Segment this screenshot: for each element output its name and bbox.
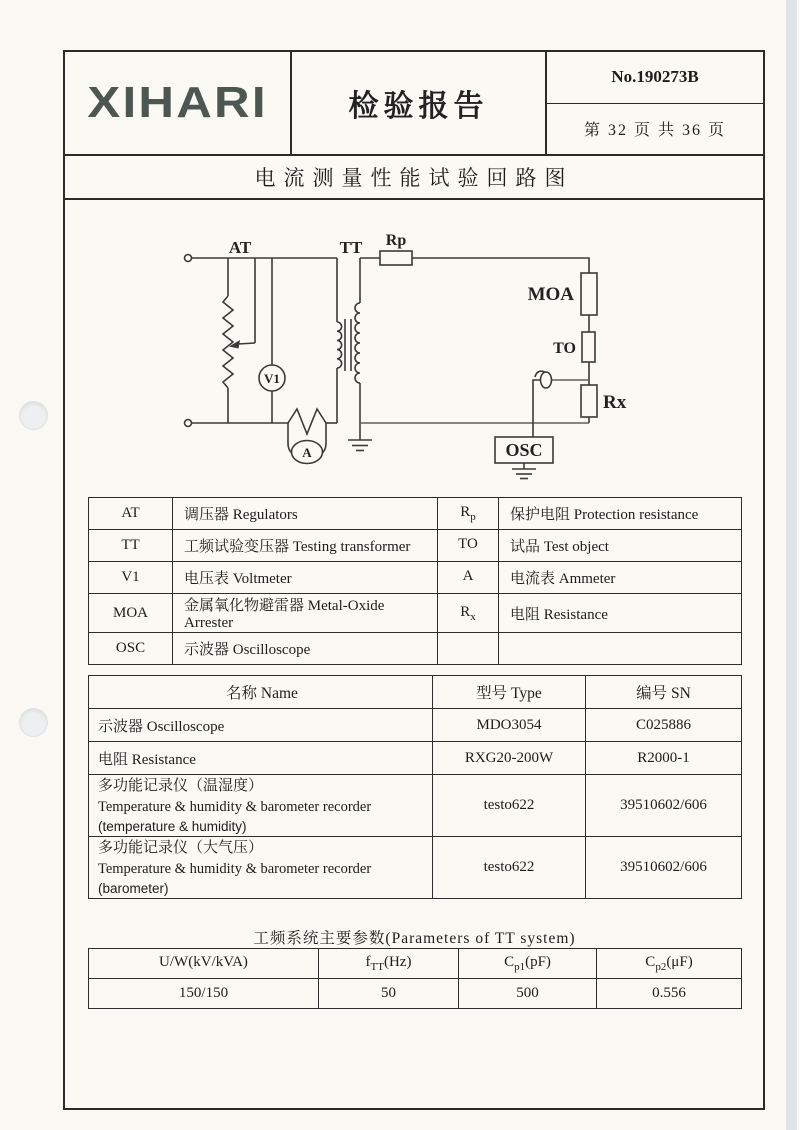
legend-row: OSC 示波器 Oscilloscope xyxy=(89,633,742,665)
params-title: 工频系统主要参数(Parameters of TT system) xyxy=(253,930,576,947)
v1-voltmeter xyxy=(259,258,285,423)
rp-label: Rp xyxy=(385,232,407,249)
param-value: 50 xyxy=(319,979,459,1009)
at-regulator xyxy=(223,258,255,423)
param-value: 150/150 xyxy=(89,979,319,1009)
param-value: 500 xyxy=(459,979,597,1009)
col-header-name: 名称 Name xyxy=(89,676,433,709)
osc-label: OSC xyxy=(505,440,543,460)
param-header: U/W(kV/kVA) xyxy=(89,949,319,979)
param-header: $f_{TT}(Hz)$ xyxy=(319,949,459,979)
param-value: 0.556 xyxy=(597,979,742,1009)
legend-desc: 调压器 Regulators xyxy=(173,498,438,530)
page-number: 第 32 页 共 36 页 xyxy=(583,122,726,140)
equipment-row: 多功能记录仪（温湿度） Temperature & humidity & barometer recorder (temperature & humidity) testo622 39510602/606 xyxy=(89,775,742,837)
doc-number: No.190273B xyxy=(547,52,763,104)
punch-hole-top xyxy=(19,401,48,430)
rp-resistor xyxy=(380,251,412,265)
legend-desc2: 保护电阻 Protection resistance xyxy=(499,498,742,530)
circuit-diagram xyxy=(165,228,635,490)
top-wire-right xyxy=(412,258,589,273)
to-label: TO xyxy=(553,340,576,357)
equipment-row: 电阻 Resistance RXG20-200W R2000-1 xyxy=(89,742,742,775)
tt-transformer xyxy=(337,258,360,440)
params-table xyxy=(88,948,742,1009)
equipment-row: 多功能记录仪（大气压） Temperature & humidity & barometer recorder (barometer) testo622 39510602/606 xyxy=(89,837,742,899)
param-header: $C_{p1}(pF)$ xyxy=(459,949,597,979)
report-title-cell xyxy=(292,52,547,154)
doc-meta-cell xyxy=(547,52,763,154)
equipment-row: 示波器 Oscilloscope MDO3054 C025886 xyxy=(89,709,742,742)
a-label: A xyxy=(302,445,312,460)
report-title: 检验报告 xyxy=(348,90,489,123)
rx-label: Rx xyxy=(603,392,627,413)
rx-resistor xyxy=(581,385,597,417)
tt-ground-symbol xyxy=(348,440,372,451)
input-terminals xyxy=(185,255,192,427)
param-header: $C_{p2}(\mu F)$ xyxy=(597,949,742,979)
a-ammeter xyxy=(288,409,337,464)
section-title: 电流测量性能试验回路图 xyxy=(254,166,574,190)
at-label: AT xyxy=(228,238,252,257)
report-header xyxy=(65,52,763,156)
legend-table xyxy=(88,497,742,665)
v1-label: V1 xyxy=(264,371,280,386)
moa-label: MOA xyxy=(527,284,574,305)
equipment-table xyxy=(88,675,742,899)
params-header-row xyxy=(89,949,742,979)
section-title-row xyxy=(65,156,763,200)
tt-label: TT xyxy=(339,238,363,257)
params-value-row xyxy=(89,979,742,1009)
legend-row: V1 电压表 Voltmeter A 电流表 Ammeter xyxy=(89,562,742,594)
to-test-object xyxy=(582,332,595,362)
legend-row: TT 工频试验变压器 Testing transformer TO 试品 Test object xyxy=(89,530,742,562)
legend-abbr: AT xyxy=(89,498,173,530)
punch-hole-bottom xyxy=(19,708,48,737)
col-header-type: 型号 Type xyxy=(433,676,586,709)
scan-edge-band xyxy=(786,0,797,1130)
logo-cell xyxy=(65,52,292,154)
osc-ground-symbol xyxy=(512,463,536,479)
legend-row: MOA 金属氧化物避雷器 Metal-Oxide Arrester $R_x$ 电阻 Resistance xyxy=(89,594,742,633)
col-header-sn: 编号 SN xyxy=(586,676,742,709)
legend-abbr2: $R_p$ xyxy=(438,498,499,530)
legend-row xyxy=(89,498,742,530)
moa-arrester xyxy=(581,273,597,315)
xihari-logo: XIHARI xyxy=(87,78,268,127)
equipment-header-row xyxy=(89,676,742,709)
